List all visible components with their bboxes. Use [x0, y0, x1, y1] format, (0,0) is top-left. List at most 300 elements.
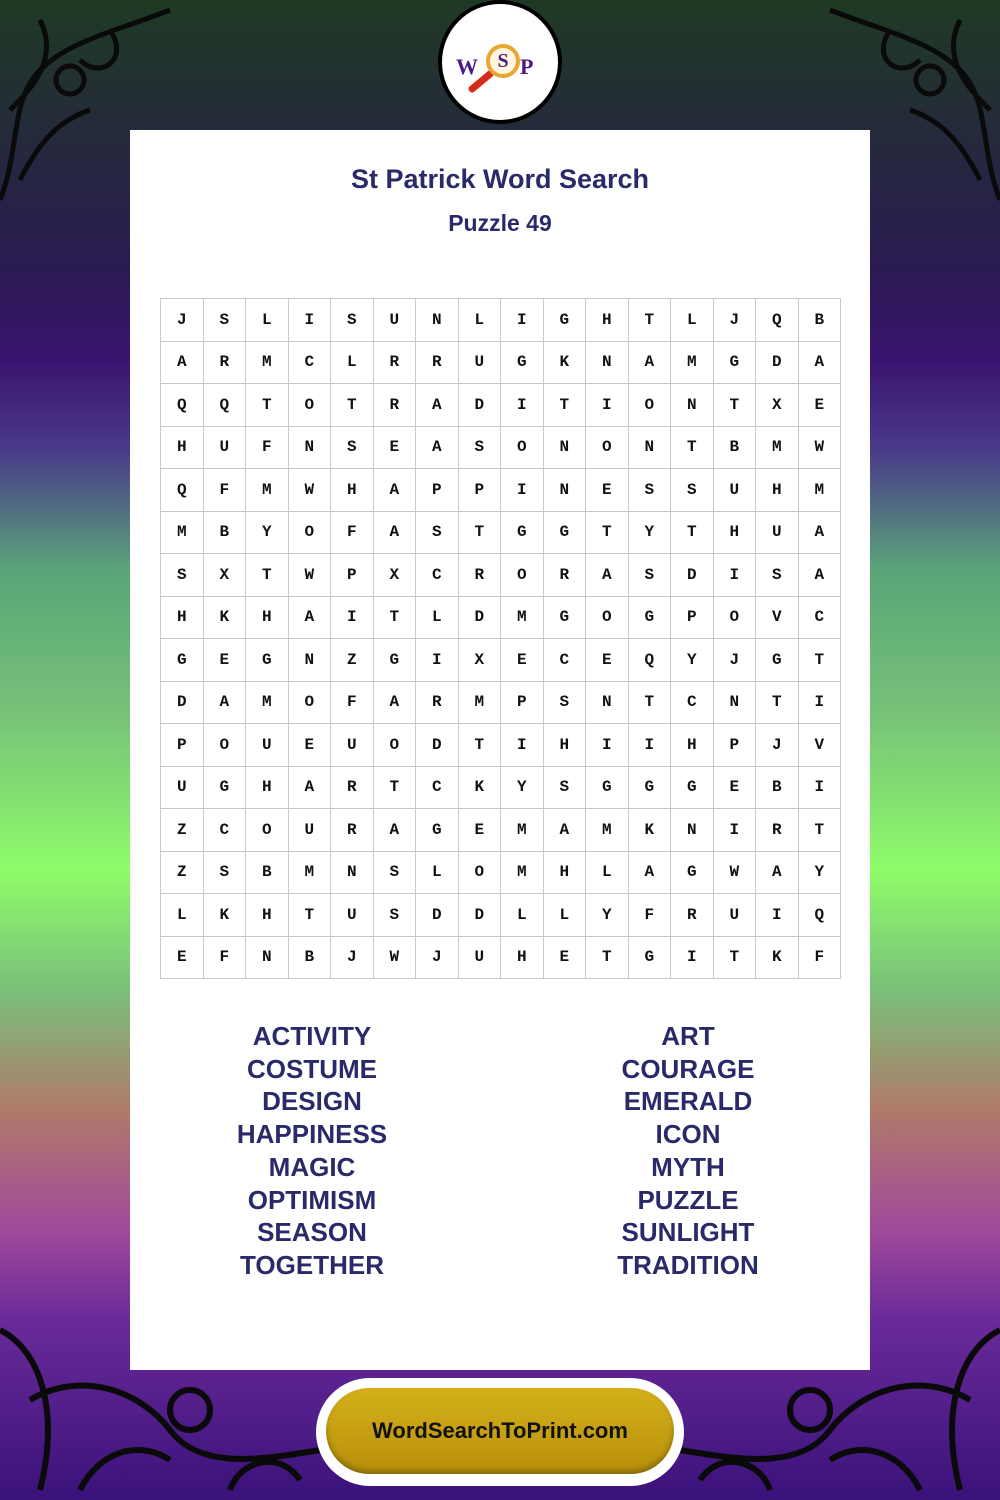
grid-cell[interactable]: N: [671, 809, 714, 852]
grid-cell[interactable]: D: [458, 384, 501, 427]
grid-cell[interactable]: O: [458, 851, 501, 894]
grid-cell[interactable]: F: [331, 681, 374, 724]
grid-cell[interactable]: N: [713, 681, 756, 724]
grid-cell[interactable]: P: [671, 596, 714, 639]
grid-cell[interactable]: B: [798, 299, 841, 342]
grid-cell[interactable]: W: [288, 469, 331, 512]
grid-cell[interactable]: P: [713, 724, 756, 767]
grid-cell[interactable]: U: [331, 724, 374, 767]
grid-cell[interactable]: A: [373, 809, 416, 852]
grid-cell[interactable]: V: [798, 724, 841, 767]
word-list-left: [142, 1020, 482, 1282]
grid-cell[interactable]: F: [203, 469, 246, 512]
grid-cell[interactable]: T: [373, 596, 416, 639]
grid-cell[interactable]: G: [501, 341, 544, 384]
grid-cell[interactable]: D: [671, 554, 714, 597]
grid-cell[interactable]: S: [628, 554, 671, 597]
grid-cell[interactable]: R: [416, 681, 459, 724]
grid-row: [161, 851, 841, 894]
grid-cell[interactable]: O: [586, 596, 629, 639]
grid-cell[interactable]: S: [416, 511, 459, 554]
grid-cell[interactable]: T: [246, 554, 289, 597]
grid-cell[interactable]: B: [203, 511, 246, 554]
grid-cell[interactable]: E: [586, 639, 629, 682]
grid-cell[interactable]: N: [671, 384, 714, 427]
grid-cell[interactable]: Z: [161, 851, 204, 894]
grid-cell[interactable]: R: [458, 554, 501, 597]
grid-cell[interactable]: H: [756, 469, 799, 512]
grid-cell[interactable]: F: [628, 894, 671, 937]
grid-cell[interactable]: M: [756, 426, 799, 469]
grid-cell[interactable]: A: [543, 809, 586, 852]
grid-row: [161, 936, 841, 979]
grid-cell[interactable]: L: [416, 851, 459, 894]
grid-cell[interactable]: T: [373, 766, 416, 809]
grid-cell[interactable]: K: [543, 341, 586, 384]
grid-cell[interactable]: N: [628, 426, 671, 469]
grid-cell[interactable]: G: [373, 639, 416, 682]
grid-cell[interactable]: S: [373, 851, 416, 894]
grid-cell[interactable]: U: [458, 936, 501, 979]
grid-cell[interactable]: O: [288, 384, 331, 427]
grid-row: [161, 554, 841, 597]
grid-cell[interactable]: S: [373, 894, 416, 937]
grid-cell[interactable]: W: [798, 426, 841, 469]
grid-cell[interactable]: H: [161, 596, 204, 639]
grid-cell[interactable]: B: [288, 936, 331, 979]
grid-cell[interactable]: L: [501, 894, 544, 937]
grid-cell[interactable]: G: [543, 596, 586, 639]
grid-cell[interactable]: C: [798, 596, 841, 639]
website-badge: [316, 1378, 684, 1486]
grid-cell[interactable]: E: [501, 639, 544, 682]
grid-cell[interactable]: P: [161, 724, 204, 767]
grid-cell[interactable]: I: [501, 299, 544, 342]
grid-row: [161, 469, 841, 512]
grid-cell[interactable]: E: [288, 724, 331, 767]
grid-cell[interactable]: N: [586, 681, 629, 724]
logo-badge: [442, 4, 558, 120]
grid-cell[interactable]: A: [416, 426, 459, 469]
grid-cell[interactable]: F: [331, 511, 374, 554]
grid-cell[interactable]: J: [161, 299, 204, 342]
grid-cell[interactable]: O: [501, 554, 544, 597]
grid-cell[interactable]: A: [161, 341, 204, 384]
grid-cell[interactable]: N: [288, 426, 331, 469]
grid-cell[interactable]: P: [416, 469, 459, 512]
grid-cell[interactable]: R: [416, 341, 459, 384]
grid-cell[interactable]: D: [458, 894, 501, 937]
grid-cell[interactable]: G: [543, 511, 586, 554]
grid-cell[interactable]: T: [671, 426, 714, 469]
grid-cell[interactable]: A: [756, 851, 799, 894]
grid-cell[interactable]: P: [331, 554, 374, 597]
grid-cell[interactable]: U: [756, 511, 799, 554]
grid-cell[interactable]: O: [373, 724, 416, 767]
grid-cell[interactable]: R: [331, 766, 374, 809]
grid-cell[interactable]: R: [373, 384, 416, 427]
grid-row: [161, 426, 841, 469]
grid-cell[interactable]: H: [671, 724, 714, 767]
grid-cell[interactable]: Q: [203, 384, 246, 427]
grid-cell[interactable]: H: [501, 936, 544, 979]
grid-cell[interactable]: U: [331, 894, 374, 937]
grid-cell[interactable]: T: [458, 724, 501, 767]
grid-cell[interactable]: A: [798, 341, 841, 384]
grid-cell[interactable]: J: [756, 724, 799, 767]
grid-cell[interactable]: A: [203, 681, 246, 724]
grid-cell[interactable]: G: [628, 936, 671, 979]
grid-cell[interactable]: H: [331, 469, 374, 512]
grid-cell[interactable]: B: [713, 426, 756, 469]
grid-cell[interactable]: W: [288, 554, 331, 597]
grid-cell[interactable]: Y: [798, 851, 841, 894]
grid-cell[interactable]: S: [543, 681, 586, 724]
grid-cell[interactable]: A: [288, 596, 331, 639]
grid-cell[interactable]: A: [373, 511, 416, 554]
grid-cell[interactable]: I: [501, 469, 544, 512]
word-list-item: ART: [661, 1021, 715, 1051]
word-list-item: OPTIMISM: [247, 1184, 377, 1215]
grid-cell[interactable]: E: [798, 384, 841, 427]
grid-cell[interactable]: Y: [246, 511, 289, 554]
grid-cell[interactable]: I: [628, 724, 671, 767]
grid-cell[interactable]: T: [713, 384, 756, 427]
grid-cell[interactable]: T: [586, 936, 629, 979]
word-list-item: ACTIVITY: [252, 1021, 372, 1051]
grid-cell[interactable]: I: [798, 766, 841, 809]
grid-cell[interactable]: G: [671, 851, 714, 894]
word-list-item: COURAGE: [621, 1053, 755, 1084]
grid-cell[interactable]: D: [161, 681, 204, 724]
grid-cell[interactable]: M: [798, 469, 841, 512]
grid-cell[interactable]: J: [416, 936, 459, 979]
word-list-right: [518, 1020, 858, 1282]
grid-cell[interactable]: K: [628, 809, 671, 852]
grid-cell[interactable]: F: [203, 936, 246, 979]
grid-cell[interactable]: E: [203, 639, 246, 682]
grid-cell[interactable]: K: [203, 894, 246, 937]
grid-cell[interactable]: M: [288, 851, 331, 894]
word-list-item: MAGIC: [268, 1151, 356, 1182]
grid-cell[interactable]: I: [671, 936, 714, 979]
grid-cell[interactable]: H: [586, 299, 629, 342]
grid-row: [161, 596, 841, 639]
grid-cell[interactable]: G: [161, 639, 204, 682]
grid-row: [161, 384, 841, 427]
grid-cell[interactable]: G: [713, 341, 756, 384]
grid-cell[interactable]: I: [331, 596, 374, 639]
grid-cell[interactable]: S: [543, 766, 586, 809]
grid-cell[interactable]: O: [586, 426, 629, 469]
grid-cell[interactable]: W: [373, 936, 416, 979]
grid-cell[interactable]: H: [713, 511, 756, 554]
grid-cell[interactable]: P: [458, 469, 501, 512]
grid-cell[interactable]: P: [501, 681, 544, 724]
word-list-item: PUZZLE: [637, 1184, 739, 1215]
grid-cell[interactable]: C: [671, 681, 714, 724]
grid-cell[interactable]: R: [543, 554, 586, 597]
word-list-item: SUNLIGHT: [621, 1217, 755, 1248]
grid-cell[interactable]: R: [671, 894, 714, 937]
grid-cell[interactable]: I: [288, 299, 331, 342]
grid-cell[interactable]: U: [161, 766, 204, 809]
grid-cell[interactable]: Z: [331, 639, 374, 682]
grid-row: [161, 341, 841, 384]
grid-cell[interactable]: G: [586, 766, 629, 809]
grid-cell[interactable]: Q: [756, 299, 799, 342]
grid-cell[interactable]: I: [713, 554, 756, 597]
grid-cell[interactable]: A: [628, 341, 671, 384]
grid-cell[interactable]: F: [246, 426, 289, 469]
grid-cell[interactable]: I: [798, 681, 841, 724]
grid-row: [161, 639, 841, 682]
grid-cell[interactable]: I: [756, 894, 799, 937]
grid-cell[interactable]: T: [246, 384, 289, 427]
grid-cell[interactable]: G: [671, 766, 714, 809]
grid-cell[interactable]: X: [458, 639, 501, 682]
grid-cell[interactable]: N: [288, 639, 331, 682]
grid-cell[interactable]: I: [416, 639, 459, 682]
grid-cell[interactable]: I: [586, 724, 629, 767]
grid-cell[interactable]: C: [543, 639, 586, 682]
puzzle-number: Puzzle 49: [448, 210, 552, 236]
grid-cell[interactable]: H: [246, 894, 289, 937]
logo-letter-w: W: [456, 54, 478, 79]
grid-cell[interactable]: X: [373, 554, 416, 597]
grid-cell[interactable]: S: [628, 469, 671, 512]
grid-cell[interactable]: E: [458, 809, 501, 852]
grid-cell[interactable]: L: [161, 894, 204, 937]
grid-cell[interactable]: D: [416, 724, 459, 767]
puzzle-card: [130, 130, 870, 1370]
logo-letter-p: P: [520, 54, 534, 79]
word-list-item: DESIGN: [262, 1086, 362, 1117]
grid-cell[interactable]: T: [288, 894, 331, 937]
grid-cell[interactable]: U: [713, 469, 756, 512]
website-link-button[interactable]: WordSearchToPrint.com: [326, 1388, 674, 1474]
word-list-item: HAPPINESS: [236, 1119, 388, 1150]
grid-cell[interactable]: R: [203, 341, 246, 384]
grid-cell[interactable]: B: [756, 766, 799, 809]
grid-cell[interactable]: O: [713, 596, 756, 639]
grid-cell[interactable]: J: [713, 299, 756, 342]
grid-cell[interactable]: T: [331, 384, 374, 427]
grid-cell[interactable]: M: [501, 596, 544, 639]
grid-cell[interactable]: L: [458, 299, 501, 342]
word-list-item: TRADITION: [617, 1249, 759, 1280]
grid-cell[interactable]: T: [756, 681, 799, 724]
grid-cell[interactable]: M: [458, 681, 501, 724]
grid-cell[interactable]: T: [586, 511, 629, 554]
grid-cell[interactable]: N: [416, 299, 459, 342]
grid-cell[interactable]: T: [628, 681, 671, 724]
grid-cell[interactable]: J: [331, 936, 374, 979]
grid-cell[interactable]: O: [501, 426, 544, 469]
grid-cell[interactable]: Z: [161, 809, 204, 852]
grid-cell[interactable]: M: [246, 341, 289, 384]
grid-row: [161, 894, 841, 937]
grid-cell[interactable]: G: [628, 596, 671, 639]
grid-cell[interactable]: A: [798, 511, 841, 554]
word-list-item: EMERALD: [623, 1086, 753, 1117]
grid-cell[interactable]: X: [203, 554, 246, 597]
grid-cell[interactable]: S: [203, 851, 246, 894]
grid-cell[interactable]: Q: [628, 639, 671, 682]
grid-cell[interactable]: M: [671, 341, 714, 384]
grid-cell[interactable]: U: [458, 341, 501, 384]
grid-cell[interactable]: N: [246, 936, 289, 979]
grid-cell[interactable]: K: [203, 596, 246, 639]
grid-cell[interactable]: N: [543, 469, 586, 512]
grid-cell[interactable]: T: [671, 511, 714, 554]
grid-cell[interactable]: T: [628, 299, 671, 342]
grid-cell[interactable]: U: [713, 894, 756, 937]
grid-cell[interactable]: H: [161, 426, 204, 469]
grid-cell[interactable]: M: [586, 809, 629, 852]
site-logo[interactable]: [438, 0, 562, 124]
grid-cell[interactable]: K: [458, 766, 501, 809]
logo-letter-s: S: [497, 49, 509, 72]
grid-cell[interactable]: S: [458, 426, 501, 469]
grid-row: [161, 766, 841, 809]
grid-cell[interactable]: T: [798, 639, 841, 682]
grid-cell[interactable]: S: [331, 299, 374, 342]
grid-cell[interactable]: O: [628, 384, 671, 427]
grid-cell[interactable]: S: [671, 469, 714, 512]
grid-cell[interactable]: B: [246, 851, 289, 894]
grid-cell[interactable]: U: [203, 426, 246, 469]
grid-cell[interactable]: G: [501, 511, 544, 554]
grid-row: [161, 511, 841, 554]
grid-cell[interactable]: A: [586, 554, 629, 597]
grid-cell[interactable]: U: [288, 809, 331, 852]
grid-cell[interactable]: M: [501, 851, 544, 894]
grid-cell[interactable]: M: [246, 469, 289, 512]
grid-cell[interactable]: H: [543, 724, 586, 767]
grid-cell[interactable]: E: [373, 426, 416, 469]
grid-cell[interactable]: S: [331, 426, 374, 469]
grid-cell[interactable]: S: [161, 554, 204, 597]
grid-cell[interactable]: T: [713, 936, 756, 979]
grid-cell[interactable]: A: [373, 681, 416, 724]
grid-cell[interactable]: G: [416, 809, 459, 852]
grid-cell[interactable]: Q: [161, 469, 204, 512]
grid-cell[interactable]: A: [373, 469, 416, 512]
grid-cell[interactable]: E: [543, 936, 586, 979]
grid-row: [161, 809, 841, 852]
grid-cell[interactable]: L: [331, 341, 374, 384]
grid-cell[interactable]: N: [543, 426, 586, 469]
grid-cell[interactable]: A: [288, 766, 331, 809]
grid-cell[interactable]: G: [756, 639, 799, 682]
grid-cell[interactable]: C: [416, 766, 459, 809]
grid-cell[interactable]: L: [543, 894, 586, 937]
grid-row: [161, 681, 841, 724]
grid-cell[interactable]: Q: [798, 894, 841, 937]
grid-cell[interactable]: G: [628, 766, 671, 809]
grid-cell[interactable]: T: [543, 384, 586, 427]
grid-cell[interactable]: I: [713, 809, 756, 852]
grid-cell[interactable]: M: [501, 809, 544, 852]
grid-cell[interactable]: I: [501, 724, 544, 767]
grid-cell[interactable]: N: [586, 341, 629, 384]
grid-cell[interactable]: D: [416, 894, 459, 937]
grid-cell[interactable]: L: [586, 851, 629, 894]
grid-cell[interactable]: A: [628, 851, 671, 894]
grid-cell[interactable]: G: [203, 766, 246, 809]
grid-cell[interactable]: U: [373, 299, 416, 342]
grid-cell[interactable]: N: [331, 851, 374, 894]
grid-cell[interactable]: E: [161, 936, 204, 979]
grid-cell[interactable]: Y: [671, 639, 714, 682]
grid-cell[interactable]: Q: [161, 384, 204, 427]
grid-cell[interactable]: O: [288, 681, 331, 724]
magnifier-icon: [486, 44, 520, 78]
grid-cell[interactable]: I: [586, 384, 629, 427]
grid-cell[interactable]: G: [246, 639, 289, 682]
grid-cell[interactable]: O: [246, 809, 289, 852]
grid-cell[interactable]: A: [798, 554, 841, 597]
grid-cell[interactable]: J: [713, 639, 756, 682]
page-title: St Patrick Word Search: [350, 164, 650, 194]
word-list-item: MYTH: [651, 1151, 725, 1182]
grid-cell[interactable]: K: [756, 936, 799, 979]
grid-cell[interactable]: C: [203, 809, 246, 852]
grid-cell[interactable]: O: [203, 724, 246, 767]
grid-cell[interactable]: H: [543, 851, 586, 894]
grid-cell[interactable]: F: [798, 936, 841, 979]
grid-row: [161, 299, 841, 342]
grid-cell[interactable]: C: [288, 341, 331, 384]
grid-cell[interactable]: Y: [501, 766, 544, 809]
word-list-item: COSTUME: [247, 1053, 377, 1084]
grid-cell[interactable]: H: [246, 766, 289, 809]
grid-cell[interactable]: L: [416, 596, 459, 639]
grid-cell[interactable]: Y: [628, 511, 671, 554]
grid-cell[interactable]: R: [331, 809, 374, 852]
grid-cell[interactable]: R: [756, 809, 799, 852]
grid-cell[interactable]: A: [416, 384, 459, 427]
grid-cell[interactable]: C: [416, 554, 459, 597]
grid-cell[interactable]: V: [756, 596, 799, 639]
grid-cell[interactable]: M: [246, 681, 289, 724]
grid-cell[interactable]: H: [246, 596, 289, 639]
word-list-item: TOGETHER: [240, 1249, 384, 1280]
grid-cell[interactable]: Y: [586, 894, 629, 937]
grid-cell[interactable]: T: [798, 809, 841, 852]
grid-cell[interactable]: E: [713, 766, 756, 809]
grid-cell[interactable]: T: [458, 511, 501, 554]
grid-cell[interactable]: X: [756, 384, 799, 427]
grid-cell[interactable]: U: [246, 724, 289, 767]
grid-cell[interactable]: D: [458, 596, 501, 639]
grid-cell[interactable]: M: [161, 511, 204, 554]
grid-cell[interactable]: D: [756, 341, 799, 384]
grid-cell[interactable]: L: [671, 299, 714, 342]
grid-cell[interactable]: O: [288, 511, 331, 554]
grid-cell[interactable]: S: [203, 299, 246, 342]
grid-cell[interactable]: S: [756, 554, 799, 597]
grid-cell[interactable]: L: [246, 299, 289, 342]
grid-cell[interactable]: W: [713, 851, 756, 894]
grid-cell[interactable]: I: [501, 384, 544, 427]
grid-cell[interactable]: R: [373, 341, 416, 384]
word-list-item: SEASON: [257, 1217, 367, 1248]
grid-cell[interactable]: G: [543, 299, 586, 342]
grid-cell[interactable]: E: [586, 469, 629, 512]
letter-grid: [160, 298, 841, 979]
